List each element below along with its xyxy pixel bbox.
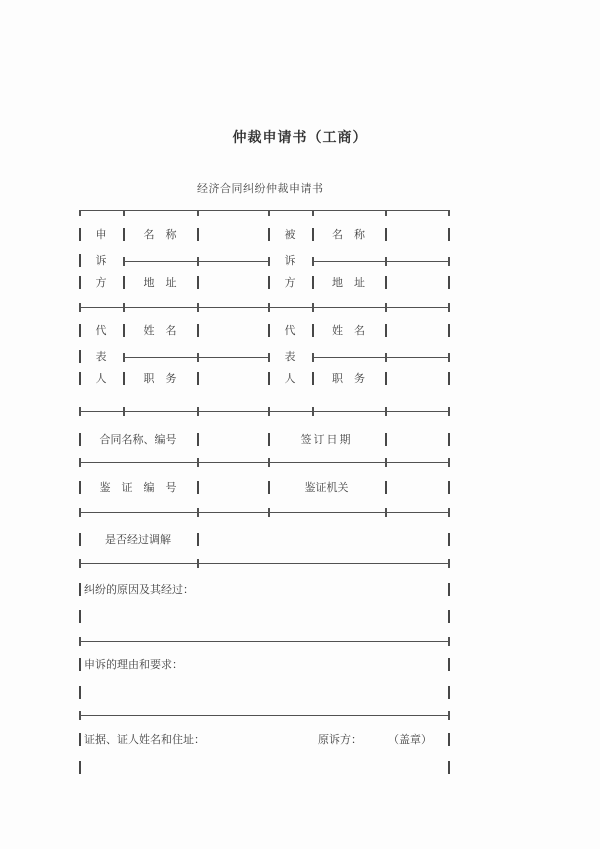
table-vbar bbox=[197, 433, 199, 446]
table-vbar bbox=[385, 433, 387, 446]
applicant-rep-name-label: 姓 名 bbox=[143, 325, 177, 337]
respondent-name-label: 名 称 bbox=[332, 229, 365, 241]
table-rule-tick bbox=[448, 257, 450, 266]
table-vbar bbox=[448, 372, 450, 385]
table-vbar bbox=[79, 686, 81, 699]
table-rule bbox=[79, 641, 448, 642]
sign-date-label: 签订日期 bbox=[300, 434, 353, 446]
applicant-rep-char-2: 表 bbox=[95, 351, 107, 363]
table-rule-tick bbox=[448, 711, 450, 720]
table-rule-tick bbox=[385, 257, 387, 266]
table-vbar bbox=[197, 372, 199, 385]
table-vbar bbox=[197, 533, 199, 546]
applicant-rep-char-1: 代 bbox=[95, 325, 107, 337]
table-vbar bbox=[385, 228, 387, 241]
table-rule bbox=[123, 261, 268, 262]
table-rule-tick bbox=[123, 257, 125, 266]
claimant-label: 原诉方： bbox=[318, 734, 362, 746]
respondent-address-label: 地 址 bbox=[332, 277, 365, 289]
table-rule-tick bbox=[448, 508, 450, 517]
table-rule-tick bbox=[197, 407, 199, 416]
table-rule-tick bbox=[312, 407, 314, 416]
table-vbar bbox=[448, 658, 450, 671]
applicant-address-label: 地 址 bbox=[143, 277, 177, 289]
attestation-no-label: 鉴 证 编 号 bbox=[99, 482, 177, 494]
respondent-party-char-2: 诉 bbox=[284, 255, 296, 267]
respondent-rep-title-label: 职 务 bbox=[332, 373, 365, 385]
table-vbar bbox=[197, 276, 199, 289]
table-vbar bbox=[79, 610, 81, 623]
table-rule-tick bbox=[197, 210, 199, 216]
table-vbar bbox=[197, 324, 199, 337]
table-rule-tick bbox=[385, 303, 387, 312]
table-vbar bbox=[448, 276, 450, 289]
respondent-rep-char-3: 人 bbox=[284, 373, 296, 385]
table-rule bbox=[79, 563, 448, 564]
table-vbar bbox=[197, 228, 199, 241]
table-rule-tick bbox=[385, 353, 387, 362]
table-rule-tick bbox=[197, 508, 199, 517]
respondent-party-char-1: 被 bbox=[284, 229, 296, 241]
form-subtitle: 经济合同纠纷仲裁申请书 bbox=[197, 183, 324, 195]
table-rule-tick bbox=[197, 257, 199, 266]
respondent-rep-name-label: 姓 名 bbox=[332, 325, 365, 337]
dispute-cause-label: 纠纷的原因及其经过： bbox=[84, 584, 194, 596]
table-vbar bbox=[79, 583, 81, 596]
table-rule-tick bbox=[448, 559, 450, 568]
table-rule-tick bbox=[268, 210, 270, 216]
mediation-label: 是否经过调解 bbox=[105, 534, 171, 546]
table-rule bbox=[79, 715, 448, 716]
table-rule-tick bbox=[385, 458, 387, 467]
table-rule-tick bbox=[79, 303, 81, 312]
applicant-party-char-1: 申 bbox=[95, 229, 107, 241]
table-vbar bbox=[448, 583, 450, 596]
table-rule-tick bbox=[448, 458, 450, 467]
table-rule-tick bbox=[268, 508, 270, 517]
applicant-party-char-2: 诉 bbox=[95, 255, 107, 267]
table-rule-tick bbox=[448, 407, 450, 416]
table-rule-tick bbox=[448, 303, 450, 312]
table-rule-tick bbox=[197, 353, 199, 362]
page-title: 仲裁申请书（工商） bbox=[232, 131, 368, 146]
table-rule-tick bbox=[268, 407, 270, 416]
table-rule-tick bbox=[312, 210, 314, 216]
table-rule-tick bbox=[312, 303, 314, 312]
table-rule-tick bbox=[312, 257, 314, 266]
applicant-name-label: 名 称 bbox=[143, 229, 177, 241]
respondent-party-char-3: 方 bbox=[284, 277, 296, 289]
table-rule-tick bbox=[448, 353, 450, 362]
table-vbar bbox=[448, 733, 450, 746]
table-rule-tick bbox=[197, 559, 199, 568]
table-rule-tick bbox=[448, 637, 450, 646]
evidence-label: 证据、证人姓名和住址： bbox=[84, 734, 205, 746]
table-rule bbox=[79, 512, 448, 513]
table-rule-tick bbox=[79, 508, 81, 517]
table-vbar bbox=[385, 324, 387, 337]
table-rule-tick bbox=[123, 353, 125, 362]
table-rule-tick bbox=[79, 637, 81, 646]
table-vbar bbox=[79, 761, 81, 774]
table-vbar bbox=[448, 761, 450, 774]
contract-name-no-label: 合同名称、编号 bbox=[99, 434, 177, 446]
table-rule-tick bbox=[79, 407, 81, 416]
claim-label: 申诉的理由和要求： bbox=[84, 659, 183, 671]
table-rule-tick bbox=[312, 353, 314, 362]
table-vbar bbox=[385, 481, 387, 494]
table-rule-tick bbox=[197, 458, 199, 467]
table-vbar bbox=[79, 658, 81, 671]
seal-label: （盖章） bbox=[388, 734, 432, 746]
table-rule bbox=[79, 411, 448, 412]
table-vbar bbox=[197, 481, 199, 494]
table-vbar bbox=[448, 686, 450, 699]
table-rule-tick bbox=[79, 711, 81, 720]
table-vbar bbox=[448, 324, 450, 337]
table-vbar bbox=[448, 433, 450, 446]
table-rule-tick bbox=[385, 508, 387, 517]
table-vbar bbox=[385, 276, 387, 289]
table-vbar bbox=[448, 533, 450, 546]
applicant-rep-title-label: 职 务 bbox=[143, 373, 177, 385]
table-rule-tick bbox=[385, 407, 387, 416]
table-rule-tick bbox=[268, 458, 270, 467]
table-rule-tick bbox=[79, 559, 81, 568]
table-rule bbox=[123, 357, 268, 358]
table-rule-tick bbox=[123, 303, 125, 312]
table-rule-tick bbox=[123, 210, 125, 216]
table-rule bbox=[79, 210, 448, 211]
table-rule-tick bbox=[197, 303, 199, 312]
table-rule bbox=[312, 357, 448, 358]
table-rule bbox=[312, 261, 448, 262]
table-rule-tick bbox=[79, 210, 81, 216]
respondent-rep-char-2: 表 bbox=[284, 351, 296, 363]
table-rule-tick bbox=[385, 210, 387, 216]
table-rule-tick bbox=[268, 303, 270, 312]
table-rule-tick bbox=[79, 458, 81, 467]
attestation-org-label: 鉴证机关 bbox=[304, 482, 349, 494]
table-rule-tick bbox=[123, 407, 125, 416]
applicant-party-char-3: 方 bbox=[95, 277, 107, 289]
applicant-rep-char-3: 人 bbox=[95, 373, 107, 385]
table-vbar bbox=[79, 733, 81, 746]
table-vbar bbox=[448, 610, 450, 623]
table-rule bbox=[79, 307, 448, 308]
table-rule-tick bbox=[448, 210, 450, 216]
table-vbar bbox=[385, 372, 387, 385]
table-vbar bbox=[448, 481, 450, 494]
table-rule bbox=[79, 462, 448, 463]
table-vbar bbox=[448, 228, 450, 241]
respondent-rep-char-1: 代 bbox=[284, 325, 296, 337]
